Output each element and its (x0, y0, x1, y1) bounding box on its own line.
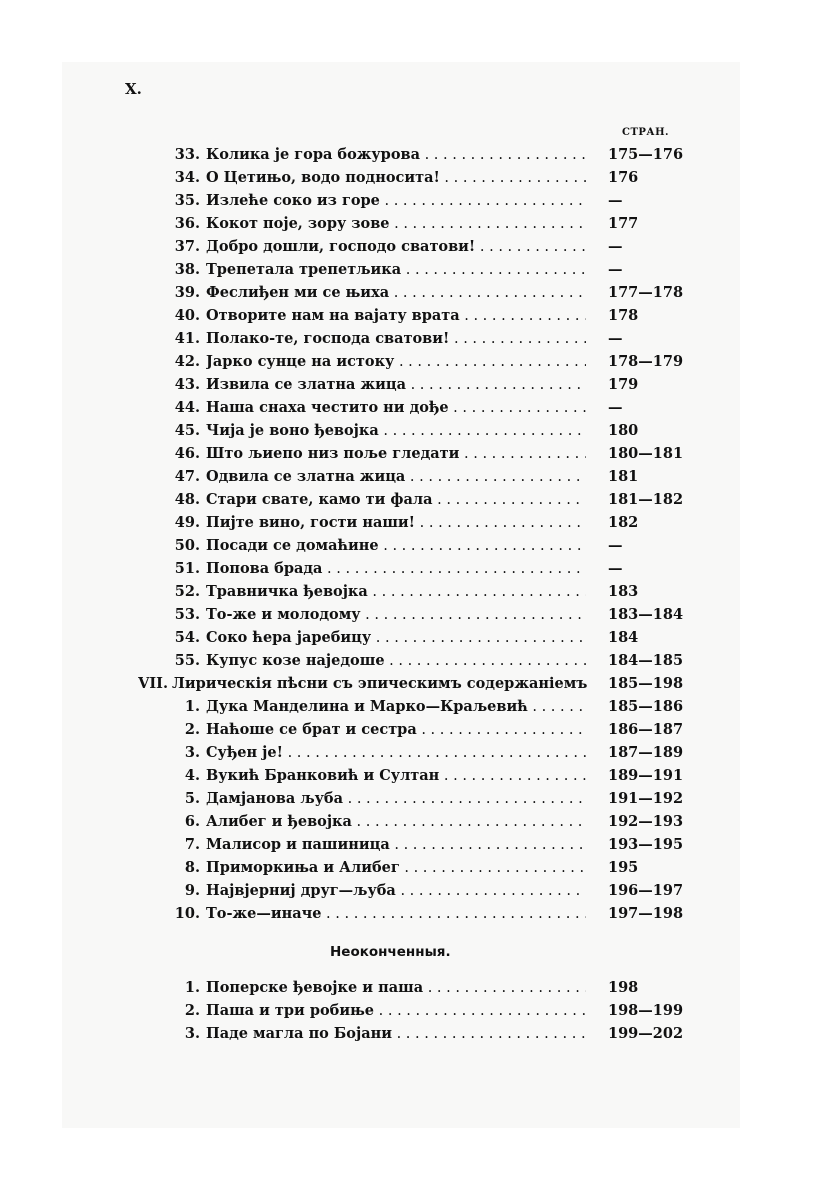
toc-title: Попова брада . . . (206, 557, 586, 581)
toc-pages: 179 (608, 376, 639, 393)
toc-pages: 198 (608, 979, 639, 996)
toc-pages: 178—179 (608, 353, 684, 370)
toc-row (0, 833, 840, 856)
toc-title: О Цетињо, водо подносита! . . . (206, 166, 586, 190)
toc-number: 7. (184, 836, 200, 853)
toc-row (0, 488, 840, 511)
toc-number: 2. (184, 721, 200, 738)
toc-number: 5. (184, 790, 200, 807)
toc-number: 39. (174, 284, 200, 301)
toc-row (0, 212, 840, 235)
page-folio: X. (125, 80, 142, 98)
toc-title: Паша и три робиње . . . (206, 999, 586, 1023)
toc-pages: — (608, 537, 623, 554)
toc-row (0, 649, 840, 672)
toc-pages: — (608, 261, 623, 278)
toc-number: 47. (174, 468, 200, 485)
toc-pages: — (608, 330, 623, 347)
toc-number: 50. (174, 537, 200, 554)
toc-title: Дамјанова љуба . . . (206, 787, 586, 811)
toc-title: Највјерниј друг—љуба . . . (206, 879, 586, 903)
toc-title: Малисор и пашиница . . . (206, 833, 586, 857)
toc-row (0, 304, 840, 327)
toc-title: Соко ћера јаребицу . . . (206, 626, 586, 650)
toc-title: Полако-те, господа сватови! . . . (206, 327, 586, 351)
toc-title: Пијте вино, гости наши! . . . (206, 511, 586, 535)
toc-number: 6. (184, 813, 200, 830)
page-column-heading: СТРАН. (622, 127, 669, 138)
toc-pages: 184—185 (608, 652, 684, 669)
toc-title: Паде магла по Бојани . . . (206, 1022, 586, 1046)
toc-number: 38. (174, 261, 200, 278)
toc-title: Посади се домаћине . . . (206, 534, 586, 558)
toc-number: 8. (184, 859, 200, 876)
toc-row (0, 327, 840, 350)
toc-pages: 183—184 (608, 606, 684, 623)
toc-row (0, 396, 840, 419)
toc-number: 1. (184, 698, 200, 715)
toc-number: 9. (184, 882, 200, 899)
toc-title: Добро дошли, господо сватови! . . . (206, 235, 586, 259)
toc-pages: 192—193 (608, 813, 684, 830)
toc-row (0, 810, 840, 833)
toc-pages: 178 (608, 307, 639, 324)
toc-row (0, 143, 840, 166)
toc-pages: 193—195 (608, 836, 684, 853)
toc-row (0, 350, 840, 373)
toc-row (0, 557, 840, 580)
toc-row (0, 879, 840, 902)
toc-title: Наћоше се брат и сестра . . . (206, 718, 586, 742)
toc-number: 1. (184, 979, 200, 996)
toc-pages: 177 (608, 215, 639, 232)
toc-number: 55. (174, 652, 200, 669)
toc-row (0, 166, 840, 189)
toc-pages: 195 (608, 859, 639, 876)
toc-row (0, 442, 840, 465)
toc-title: Феслиђен ми се њиха . . . (206, 281, 586, 305)
toc-number: 44. (174, 399, 200, 416)
toc-number: 49. (174, 514, 200, 531)
toc-pages: 181 (608, 468, 639, 485)
toc-row (0, 695, 840, 718)
toc-title: То-же—иначе . . . (206, 902, 586, 926)
toc-title: Излеће соко из горе . . . (206, 189, 586, 213)
toc-number: 36. (174, 215, 200, 232)
toc-row (0, 856, 840, 879)
toc-title: Наша снаха честито ни дође . . . (206, 396, 586, 420)
toc-row (0, 373, 840, 396)
toc-row (0, 902, 840, 925)
toc-title: Травничка ђевојка . . . (206, 580, 586, 604)
toc-number: 54. (174, 629, 200, 646)
toc-row (0, 764, 840, 787)
toc-row (0, 741, 840, 764)
toc-number: 34. (174, 169, 200, 186)
toc-pages: 182 (608, 514, 639, 531)
toc-pages: 197—198 (608, 905, 684, 922)
toc-row (0, 787, 840, 810)
toc-row (0, 999, 840, 1022)
toc-pages: 181—182 (608, 491, 684, 508)
toc-pages: 185—198 (608, 675, 684, 692)
toc-title: Дука Манделина и Марко—Краљевић . . . (206, 695, 586, 719)
toc-row (0, 281, 840, 304)
toc-row (0, 718, 840, 741)
toc-title: Стари свате, камо ти фала . . . (206, 488, 586, 512)
toc-pages: 183 (608, 583, 639, 600)
toc-title: Што љиепо низ поље гледати . . . (206, 442, 586, 466)
toc-number: 51. (174, 560, 200, 577)
toc-pages: — (608, 238, 623, 255)
toc-pages: 175—176 (608, 146, 684, 163)
toc-pages: — (608, 560, 623, 577)
toc-title: Суђен је! . . . (206, 741, 586, 765)
toc-number: 33. (174, 146, 200, 163)
toc-pages: 189—191 (608, 767, 684, 784)
toc-number: 4. (184, 767, 200, 784)
toc-section-title: Лирическія пѣсни съ эпическимъ содержаніемъ . . . (172, 672, 590, 696)
toc-title: То-же и молодому . . . (206, 603, 586, 627)
toc-number: 48. (174, 491, 200, 508)
toc-number: 45. (174, 422, 200, 439)
toc-section-number: VII. (138, 675, 168, 692)
toc-title: Приморкиња и Алибег . . . (206, 856, 586, 880)
toc-pages: 177—178 (608, 284, 684, 301)
toc-row (0, 603, 840, 626)
toc-row (0, 511, 840, 534)
toc-row (0, 465, 840, 488)
toc-number: 46. (174, 445, 200, 462)
toc-pages: 196—197 (608, 882, 684, 899)
toc-pages: 186—187 (608, 721, 684, 738)
toc-row (0, 258, 840, 281)
toc-row (0, 534, 840, 557)
toc-row (0, 189, 840, 212)
toc-title: Колика је гора божурова . . . (206, 143, 586, 167)
toc-number: 3. (184, 1025, 200, 1042)
toc-number: 10. (174, 905, 200, 922)
toc-row (0, 626, 840, 649)
toc-pages: — (608, 399, 623, 416)
toc-row (0, 1022, 840, 1045)
toc-pages: 180 (608, 422, 639, 439)
toc-number: 40. (174, 307, 200, 324)
toc-pages: 187—189 (608, 744, 684, 761)
toc-number: 37. (174, 238, 200, 255)
toc-title: Одвила се златна жица . . . (206, 465, 586, 489)
toc-title: Извила се златна жица . . . (206, 373, 586, 397)
toc-title: Трепетала трепетљика . . . (206, 258, 586, 282)
toc-row (0, 976, 840, 999)
toc-title: Купус козе наједоше . . . (206, 649, 586, 673)
toc-title: Поперске ђевојке и паша . . . (206, 976, 586, 1000)
toc-section-row (0, 672, 840, 695)
toc-number: 3. (184, 744, 200, 761)
toc-pages: 184 (608, 629, 639, 646)
toc-pages: 199—202 (608, 1025, 684, 1042)
toc-pages: 185—186 (608, 698, 684, 715)
toc-number: 41. (174, 330, 200, 347)
unfinished-heading: Неоконченныя. (330, 944, 451, 960)
toc-title: Отворите нам на вајату врата . . . (206, 304, 586, 328)
toc-number: 43. (174, 376, 200, 393)
toc-title: Кокот поје, зору зове . . . (206, 212, 586, 236)
toc-number: 52. (174, 583, 200, 600)
toc-pages: 176 (608, 169, 639, 186)
toc-pages: 198—199 (608, 1002, 684, 1019)
toc-title: Алибег и ђевојка . . . (206, 810, 586, 834)
toc-title: Чија је воно ђевојка . . . (206, 419, 586, 443)
toc-pages: 180—181 (608, 445, 684, 462)
toc-number: 53. (174, 606, 200, 623)
toc-pages: 191—192 (608, 790, 684, 807)
toc-pages: — (608, 192, 623, 209)
toc-number: 35. (174, 192, 200, 209)
toc-title: Вукић Бранковић и Султан . . . (206, 764, 586, 788)
toc-row (0, 580, 840, 603)
toc-row (0, 419, 840, 442)
toc-number: 42. (174, 353, 200, 370)
toc-row (0, 235, 840, 258)
toc-title: Јарко сунце на истоку . . . (206, 350, 586, 374)
toc-number: 2. (184, 1002, 200, 1019)
